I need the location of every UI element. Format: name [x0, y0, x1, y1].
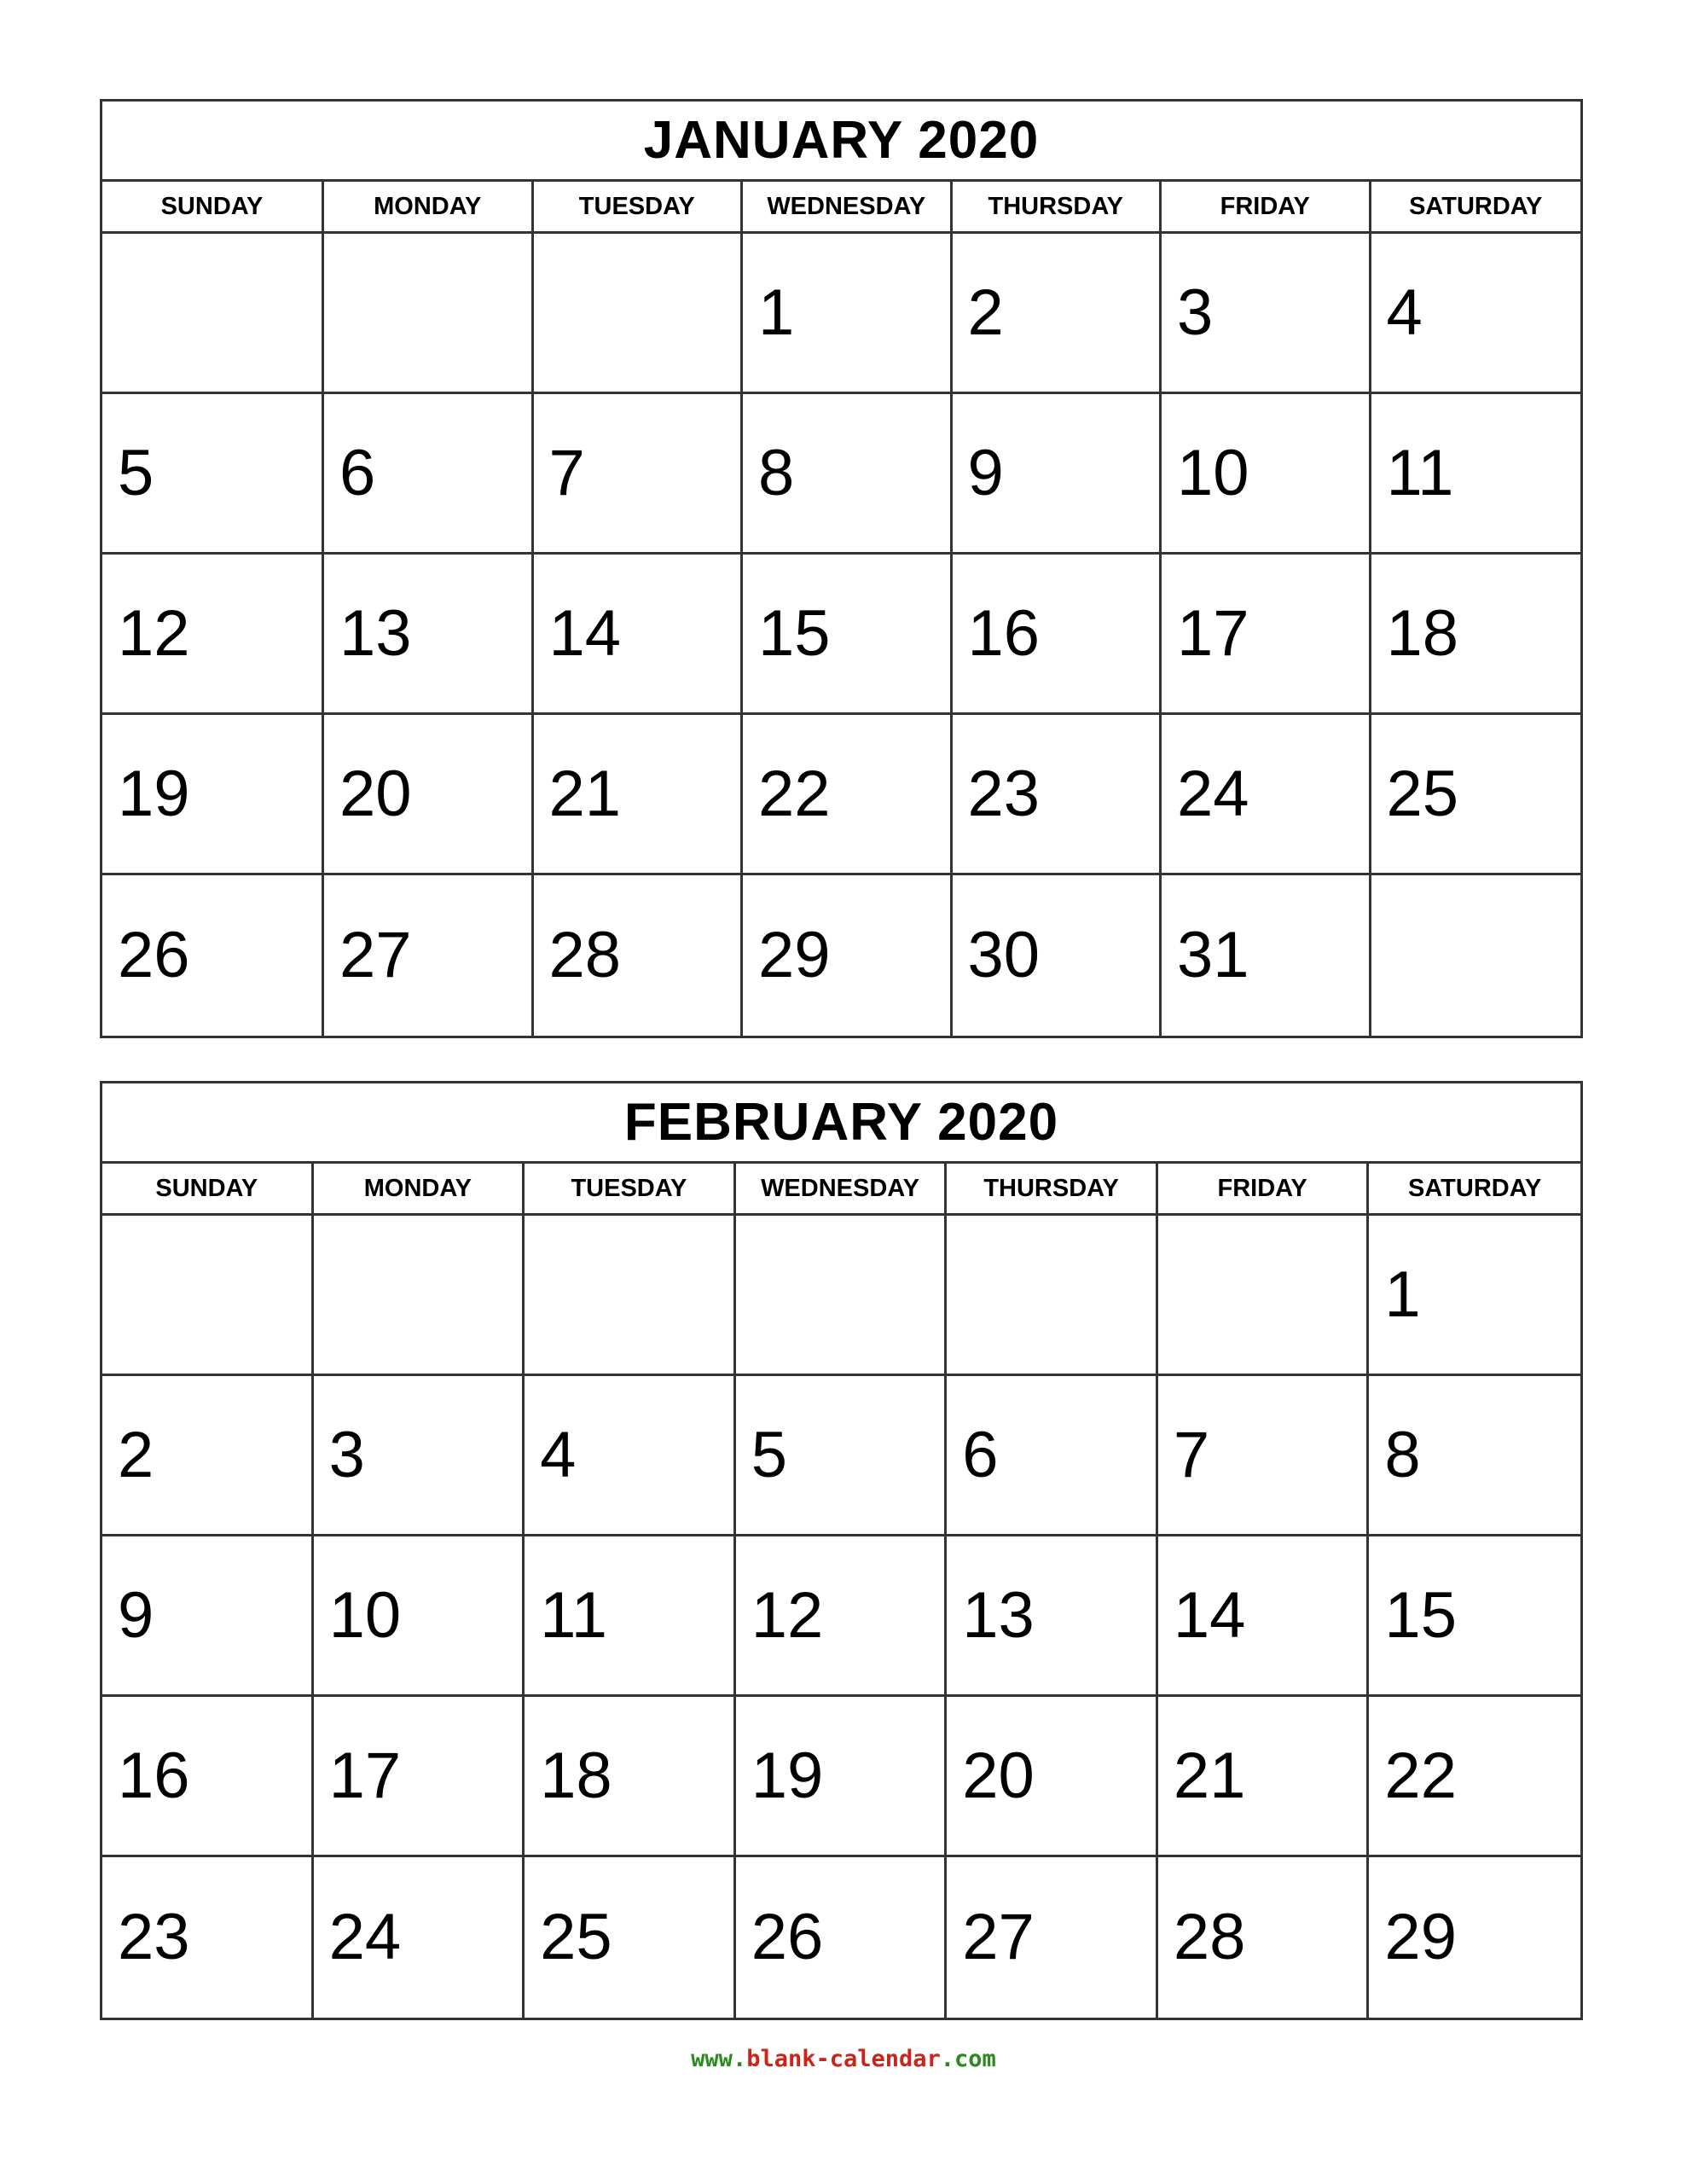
- day-cell: [1369, 1857, 1580, 2018]
- day-cell: [947, 1697, 1158, 1857]
- day-cell: [953, 555, 1162, 715]
- weekday-thursday: THURSDAY: [947, 1164, 1158, 1213]
- day-cell: [534, 715, 744, 875]
- day-number: 10: [1177, 436, 1249, 509]
- day-number: 19: [118, 757, 190, 830]
- day-cell: [102, 1376, 314, 1536]
- day-cell: [102, 875, 324, 1036]
- website-footer[interactable]: [0, 2046, 1687, 2072]
- day-number: 24: [1177, 757, 1249, 830]
- day-cell: [1162, 234, 1371, 394]
- day-cell: [947, 1857, 1158, 2018]
- day-cell: [102, 394, 324, 555]
- day-cell: [953, 234, 1162, 394]
- day-number: 5: [118, 436, 154, 509]
- day-cell: [102, 1536, 314, 1697]
- day-number: 27: [962, 1901, 1035, 1973]
- day-cell: [1369, 1536, 1580, 1697]
- day-cell: [743, 875, 953, 1036]
- day-cell: [1158, 1857, 1370, 2018]
- day-cell: [736, 1376, 948, 1536]
- day-number: 3: [1177, 276, 1214, 349]
- day-number: 12: [118, 596, 190, 670]
- day-number: 26: [751, 1901, 824, 1973]
- day-number: 11: [540, 1578, 608, 1652]
- day-cell: [743, 234, 953, 394]
- day-number: 22: [1384, 1739, 1457, 1812]
- day-number: 23: [967, 757, 1041, 830]
- days-grid: [102, 1216, 1580, 2018]
- weekday-friday: FRIDAY: [1158, 1164, 1370, 1213]
- day-number: 11: [1386, 436, 1454, 509]
- day-cell: [314, 1536, 525, 1697]
- day-number: 5: [751, 1418, 787, 1491]
- day-number: 25: [540, 1901, 612, 1973]
- calendar-january: [100, 99, 1583, 1038]
- day-cell: [324, 715, 534, 875]
- day-cell: [102, 1697, 314, 1857]
- weekday-wednesday: WEDNESDAY: [743, 182, 953, 231]
- day-cell: [1371, 555, 1581, 715]
- day-cell: [324, 394, 534, 555]
- day-number: 8: [1384, 1418, 1421, 1491]
- day-number: 13: [339, 596, 412, 670]
- weekday-sunday: SUNDAY: [102, 182, 324, 231]
- day-number: 20: [339, 757, 412, 830]
- day-cell: [525, 1857, 736, 2018]
- day-cell: [1371, 715, 1581, 875]
- day-cell: [1371, 234, 1581, 394]
- day-cell: [525, 1376, 736, 1536]
- day-number: 26: [118, 919, 190, 991]
- day-cell: [1162, 875, 1371, 1036]
- footer-suffix: .com: [940, 2046, 996, 2072]
- days-grid: [102, 234, 1580, 1036]
- day-number: 20: [962, 1739, 1035, 1812]
- day-cell: [102, 1857, 314, 2018]
- day-cell: [324, 875, 534, 1036]
- day-cell: [324, 234, 534, 394]
- day-number: 4: [540, 1418, 577, 1491]
- weekday-thursday: THURSDAY: [953, 182, 1162, 231]
- day-number: 27: [339, 919, 412, 991]
- day-cell: [947, 1216, 1158, 1376]
- weekday-header-row: [102, 182, 1580, 234]
- weekday-tuesday: TUESDAY: [534, 182, 744, 231]
- day-cell: [947, 1536, 1158, 1697]
- weekday-sunday: SUNDAY: [102, 1164, 314, 1213]
- weekday-saturday: SATURDAY: [1408, 1174, 1542, 1202]
- weekday-wednesday: WEDNESDAY: [736, 1164, 948, 1213]
- day-cell: [736, 1536, 948, 1697]
- weekday-monday: MONDAY: [324, 182, 534, 231]
- day-number: 21: [548, 757, 622, 830]
- day-number: 17: [1177, 596, 1249, 670]
- day-number: 24: [328, 1901, 402, 1973]
- day-cell: [1158, 1216, 1370, 1376]
- day-number: 28: [548, 919, 622, 991]
- day-cell: [953, 394, 1162, 555]
- day-number: 16: [118, 1739, 190, 1812]
- day-number: 15: [1384, 1578, 1457, 1652]
- day-number: 2: [967, 276, 1004, 349]
- day-cell: [743, 555, 953, 715]
- day-number: 8: [758, 436, 795, 509]
- day-number: 23: [118, 1901, 190, 1973]
- day-cell: [736, 1857, 948, 2018]
- day-cell: [1158, 1536, 1370, 1697]
- day-cell: [1162, 555, 1371, 715]
- day-number: 1: [1384, 1258, 1421, 1331]
- footer-site: blank-calendar: [746, 2046, 941, 2072]
- day-number: 22: [758, 757, 831, 830]
- day-cell: [534, 234, 744, 394]
- day-cell: [953, 715, 1162, 875]
- footer-prefix: www.: [691, 2046, 747, 2072]
- day-cell: [525, 1536, 736, 1697]
- month-title: JANUARY 2020: [102, 102, 1580, 182]
- day-cell: [1158, 1376, 1370, 1536]
- day-cell: [534, 394, 744, 555]
- day-cell: [102, 1216, 314, 1376]
- day-number: 16: [967, 596, 1041, 670]
- weekday-monday: MONDAY: [314, 1164, 525, 1213]
- day-number: 29: [1384, 1901, 1457, 1973]
- day-number: 10: [328, 1578, 402, 1652]
- calendar-february: [100, 1081, 1583, 2020]
- day-number: 14: [1173, 1578, 1246, 1652]
- day-cell: [1162, 394, 1371, 555]
- day-cell: [1371, 394, 1581, 555]
- day-number: 6: [962, 1418, 999, 1491]
- day-cell: [953, 875, 1162, 1036]
- day-number: 14: [548, 596, 622, 670]
- day-cell: [736, 1216, 948, 1376]
- day-cell: [1369, 1216, 1580, 1376]
- day-number: 15: [758, 596, 831, 670]
- day-number: 18: [540, 1739, 612, 1812]
- day-number: 30: [967, 919, 1041, 991]
- day-number: 13: [962, 1578, 1035, 1652]
- weekday-header-row: [102, 1164, 1580, 1216]
- weekday-saturday: SATURDAY: [1409, 192, 1543, 220]
- day-cell: [1369, 1376, 1580, 1536]
- day-number: 29: [758, 919, 831, 991]
- day-cell: [102, 715, 324, 875]
- day-number: 9: [967, 436, 1004, 509]
- day-number: 7: [1173, 1418, 1210, 1491]
- day-number: 17: [328, 1739, 402, 1812]
- weekday-tuesday: TUESDAY: [525, 1164, 736, 1213]
- weekday-friday: FRIDAY: [1162, 182, 1371, 231]
- day-cell: [947, 1376, 1158, 1536]
- day-cell: [736, 1697, 948, 1857]
- day-number: 7: [548, 436, 585, 509]
- day-cell: [102, 555, 324, 715]
- day-number: 3: [328, 1418, 365, 1491]
- day-cell: [525, 1697, 736, 1857]
- day-number: 28: [1173, 1901, 1246, 1973]
- day-cell: [534, 875, 744, 1036]
- day-cell: [314, 1697, 525, 1857]
- day-cell: [102, 234, 324, 394]
- day-cell: [324, 555, 534, 715]
- day-number: 31: [1177, 919, 1249, 991]
- day-number: 4: [1386, 276, 1423, 349]
- day-number: 21: [1173, 1739, 1246, 1812]
- day-number: 9: [118, 1578, 154, 1652]
- day-cell: [743, 394, 953, 555]
- day-number: 25: [1386, 757, 1459, 830]
- day-number: 6: [339, 436, 376, 509]
- day-cell: [1158, 1697, 1370, 1857]
- day-cell: [1162, 715, 1371, 875]
- day-number: 12: [751, 1578, 824, 1652]
- day-cell: [534, 555, 744, 715]
- day-cell: [314, 1376, 525, 1536]
- day-cell: [314, 1216, 525, 1376]
- day-number: 2: [118, 1418, 154, 1491]
- day-cell: [314, 1857, 525, 2018]
- day-number: 18: [1386, 596, 1459, 670]
- day-cell: [1369, 1697, 1580, 1857]
- day-cell: [525, 1216, 736, 1376]
- month-title: FEBRUARY 2020: [102, 1083, 1580, 1164]
- day-number: 1: [758, 276, 795, 349]
- day-cell: [1371, 875, 1581, 1036]
- day-number: 19: [751, 1739, 824, 1812]
- day-cell: [743, 715, 953, 875]
